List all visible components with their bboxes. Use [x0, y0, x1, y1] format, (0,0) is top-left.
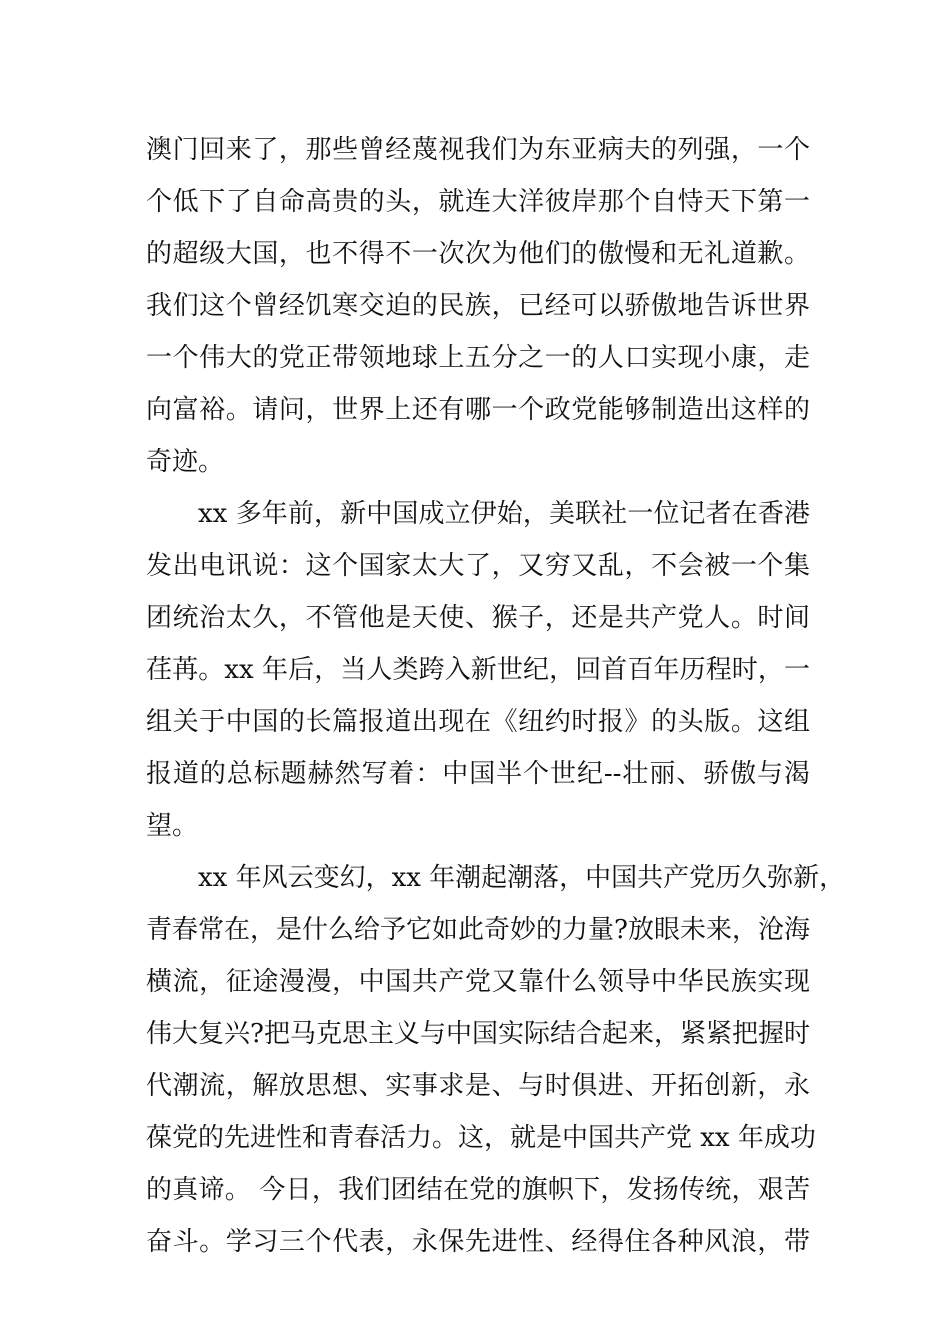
- text-line: 组关于中国的长篇报道出现在《纽约时报》的头版。这组: [146, 707, 810, 737]
- text-line: 我们这个曾经饥寒交迫的民族，已经可以骄傲地告诉世界: [146, 291, 810, 321]
- text-line: 伟大复兴?把马克思主义与中国实际结合起来，紧紧把握时: [146, 1019, 810, 1049]
- text-line: 奇迹。: [146, 447, 225, 477]
- text-line: 向富裕。请问，世界上还有哪一个政党能够制造出这样的: [146, 395, 810, 425]
- text-line: 荏苒。xx 年后，当人类跨入新世纪，回首百年历程时，一: [146, 655, 810, 685]
- text-line: 代潮流，解放思想、实事求是、与时俱进、开拓创新，永: [146, 1071, 810, 1101]
- text-line: 一个伟大的党正带领地球上五分之一的人口实现小康，走: [146, 343, 810, 373]
- text-line: 澳门回来了，那些曾经蔑视我们为东亚病夫的列强，一个: [146, 135, 810, 165]
- text-line: xx 多年前，新中国成立伊始，美联社一位记者在香港: [198, 499, 810, 529]
- text-line: 葆党的先进性和青春活力。这，就是中国共产党 xx 年成功: [146, 1123, 816, 1153]
- text-line: 团统治太久，不管他是天使、猴子，还是共产党人。时间: [146, 603, 810, 633]
- text-line: 报道的总标题赫然写着：中国半个世纪--壮丽、骄傲与渴: [146, 759, 810, 789]
- text-line: 发出电讯说：这个国家太大了，又穷又乱，不会被一个集: [146, 551, 810, 581]
- text-line: xx 年风云变幻，xx 年潮起潮落，中国共产党历久弥新，: [198, 863, 846, 893]
- text-line: 的超级大国，也不得不一次次为他们的傲慢和无礼道歉。: [146, 239, 810, 269]
- text-line: 横流，征途漫漫，中国共产党又靠什么领导中华民族实现: [146, 967, 810, 997]
- text-line: 望。: [146, 811, 199, 841]
- text-line: 奋斗。学习三个代表，永保先进性、经得住各种风浪，带: [146, 1227, 810, 1257]
- text-line: 个低下了自命高贵的头，就连大洋彼岸那个自恃天下第一: [146, 187, 810, 217]
- text-line: 青春常在，是什么给予它如此奇妙的力量?放眼未来，沧海: [146, 915, 810, 945]
- text-line: 的真谛。 今日，我们团结在党的旗帜下，发扬传统，艰苦: [146, 1175, 810, 1205]
